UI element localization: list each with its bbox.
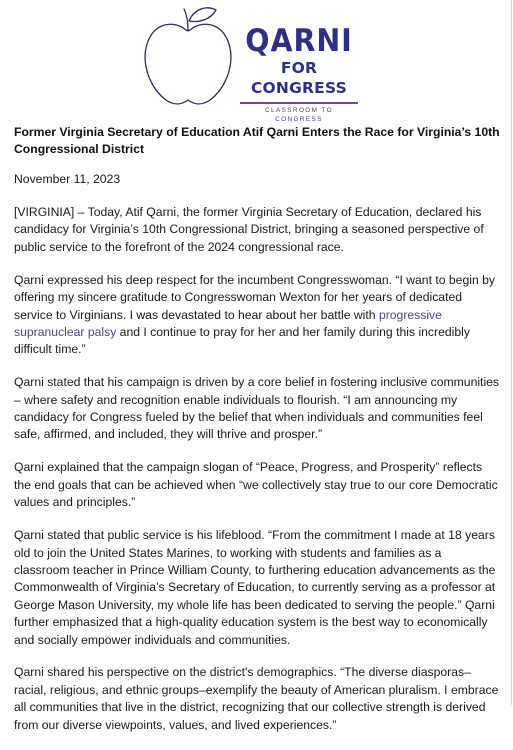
paragraph-campaign-belief: Qarni stated that his campaign is driven by a core belief in fostering inclusive communities – where safety and recognition enable individuals to flourish. “I am announcing my candidacy for Congress fueled by the belief that when individuals and communities feel safe, affirmed, and included, they will thrive and prosper.”	[14, 375, 500, 442]
campaign-logo	[140, 2, 370, 123]
logo-name: QARNI	[245, 23, 353, 59]
paragraph-demographics: Qarni shared his perspective on the district's demographics. “The diverse diasporas–racial, religious, and ethnic groups–exemplify the beauty of American pluralism. I embrace all communities that live in the district, recognizing that our collective strength is derived from our diverse viewpoints, values, and lived experiences.”	[14, 665, 499, 732]
apple-outline-icon	[140, 2, 236, 108]
paragraph-gratitude	[14, 272, 500, 359]
press-release-body	[14, 204, 500, 750]
paragraph-announcement: [VIRGINIA] – Today, Atif Qarni, the former Virginia Secretary of Education, declared his candidacy for Virginia’s 10th Congressional District, bringing a seasoned perspective of public service to the forefront of the 2024 congressional race.	[14, 205, 484, 254]
logo-wordmark	[240, 24, 358, 124]
logo-tagline: CLASSROOM TO CONGRESS	[264, 106, 334, 123]
release-date: November 11, 2023	[14, 172, 121, 186]
paragraph-gratitude-text-c: and I continue to pray for her and her family during this incredibly difficult time.”	[14, 324, 470, 357]
logo-subtitle: FOR CONGRESS	[250, 59, 347, 97]
paragraph-slogan: Qarni explained that the campaign slogan of “Peace, Progress, and Prosperity” reflects the end goals that can be achieved when “we collectively stay true to our core Democratic values and principles.”	[14, 460, 498, 510]
paragraph-gratitude-text-a: Qarni expressed his deep respect for the incumbent Congresswoman. “I want to begin by offering my sincere gratitude to Congresswoman Wexton for her years of dedicated service to Virginians. I was devastated to hear about her battle with	[14, 272, 495, 322]
paragraph-public-service: Qarni stated that public service is his lifeblood. “From the commitment I made at 18 years old to join the United States Marines, to working with students and families as a classroom teacher in Prince William County, to furthering education advancements as the Commonwealth of Virginia’s Secretary of Education, to currently serving as a professor at George Mason University, my whole life has been dedicated to serving the people.” Qarni further emphasized that a high-quality education system is the best way to economically and socially empower individuals and communities.	[14, 528, 496, 647]
psp-link[interactable]: progressive supranuclear palsy	[14, 307, 442, 339]
press-release-headline: Former Virginia Secretary of Education Atif Qarni Enters the Race for Virginia’s 10th Congressional District	[14, 125, 500, 156]
logo-divider	[240, 102, 358, 104]
